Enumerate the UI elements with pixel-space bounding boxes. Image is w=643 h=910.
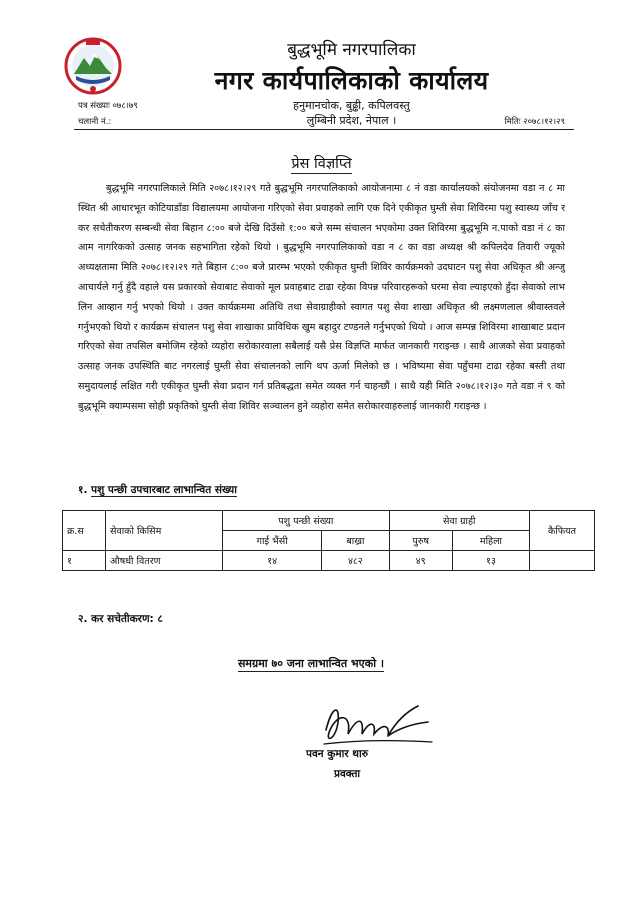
municipality-name: बुद्धभूमि नगरपालिका [287, 40, 416, 60]
table-header-row [63, 511, 595, 531]
signatory-role: प्रवक्ता [334, 768, 361, 780]
address-line-1: हनुमानचोक, बुढ्ढी, कपिलवस्तु [293, 99, 410, 112]
header-goat: बाख्रा [322, 531, 389, 551]
address-line-2: लुम्बिनी प्रदेश, नेपाल । [306, 114, 397, 127]
office-name: नगर कार्यपालिकाको कार्यालय [214, 66, 489, 95]
header-sn: क्र.स [63, 511, 106, 551]
section-1-number: १. [78, 484, 88, 496]
section-1-heading [78, 483, 237, 497]
cell-sn: १ [63, 551, 106, 571]
header-recipients: सेवा ग्राही [389, 511, 529, 531]
section-1-label: पशु पन्छी उपचारबाट लाभान्वित संख्या [91, 484, 237, 496]
header-service: सेवाको किसिम [106, 511, 223, 551]
reference-number: पत्र संख्याः ०७८।७९ [78, 101, 138, 111]
signature-icon [318, 700, 438, 750]
cell-goat: ४८२ [322, 551, 389, 571]
dispatch-number: चलानी नं.: [78, 117, 112, 127]
header-male: पुरुष [389, 531, 452, 551]
header-cow: गाई भैंसी [223, 531, 322, 551]
header-divider [74, 129, 574, 130]
letter-date: मितिः २०७८।१२।२९ [504, 117, 565, 127]
cell-female: १३ [452, 551, 529, 571]
cell-cow: १४ [223, 551, 322, 571]
document-title-text: प्रेस विज्ञप्ति [291, 156, 352, 172]
body-paragraph: बुद्धभूमि नगरपालिकाले मिति २०७८।१२।२९ गते बुद्धभूमि नगरपालिकाको आयोजनामा ८ नं वडा कार्यालयको संयोजनमा वडा न ८ मा स्थित श्री आधारभूत कोटियाडाँडा विद्यालयमा आयोजना गरिएको सेवा प्रवाहको लागि एक दिने एकीकृत घुम्ती सेवा शिविरमा पशु स्वास्थ्य जाँच र कर सचेतीकरण सम्बन्धी सेवा बिहान ८:०० बजे देखि दिउँसो १:०० बजे सम्म संचालन भएकोमा उक्त शिविरमा बुद्धभूमि न.पाको वडा नं ८ का आम नागरिकको उत्साह जनक सहभागिता रहेको थियो । बुद्धभूमि नगरपालिकाको वडा न ८ का वडा अध्यक्ष श्री कपिलदेव तिवारी ज्यूको अध्यक्षतामा मिति २०७८।१२।२९ गते बिहान ८:०० बजे प्रारम्भ भएको एकीकृत घुम्ती शिविर कार्यक्रमको उदघाटन पशु सेवा अधिकृत श्री अन्जु आचार्यले गर्नु हुँदै वहाले यस प्रकारको सेवाबाट सेवाको मूल प्रवाहबाट टाढा रहेका विपन्न परिवारहरूको घरमा सेवा ल्याइएको हुँदा सेवाको लाभ लिन आव्हान गर्नु भएको थियो । उक्त कार्यक्रममा अतिथि तथा सेवाग्राहीको स्वागत पशु सेवा शाखा अधिकृत श्री लक्ष्मणलाल श्रीवास्तवले गर्नुभएको थियो र कार्यक्रम संचालन पशु सेवा शाखाका प्राविधिक खुम बहादुर टण्डनले गर्नुभएको थियो । आज सम्पन्न शिविरमा शाखाबाट प्रदान गरिएको सेवा तपसिल बमोजिम रहेको व्यहोरा सरोकारवाला सबैलाई यसै प्रेस विज्ञप्ति मार्फत जानकारी गराइन्छ । साथै आजको सेवा प्रवाहको उत्साह जनक उपस्थिति बाट नगरलाई घुम्ती सेवा संचालनको लागि थप ऊर्जा मिलेको छ । भविष्यमा सेवा पहुँचमा टाढा रहेका बस्ती तथा समुदायलाई लक्षित गरी एकीकृत घुम्ती सेवा प्रदान गर्न प्रतिबद्धता समेत व्यक्त गर्न चाहन्छौं । साथै यही मिति २०७८।१२।३० गते वडा नं ९ को बुद्धभूमि क्याम्पसमा सोही प्रकृतिको घुम्ती सेवा शिविर सञ्चालन हुने व्यहोरा समेत सरोकारवाहरुलाई जानकारी गराइन्छ । [78, 183, 565, 412]
document-title [0, 153, 643, 173]
summary-statement [238, 656, 384, 671]
cell-remarks [530, 551, 595, 571]
cell-service: औषधी वितरण [106, 551, 223, 571]
header-animals: पशु पन्छी संख्या [223, 511, 390, 531]
header-female: महिला [452, 531, 529, 551]
cell-male: ४९ [389, 551, 452, 571]
signatory-name: पवन कुमार थारु [306, 748, 369, 760]
summary-text: समग्रमा ७० जना लाभान्वित भएको । [238, 657, 385, 670]
table-row [63, 551, 595, 571]
beneficiary-table [62, 510, 595, 571]
section-2-heading: २. कर सचेतीकरण: ८ [78, 613, 163, 625]
header-remarks: कैफियत [530, 511, 595, 551]
